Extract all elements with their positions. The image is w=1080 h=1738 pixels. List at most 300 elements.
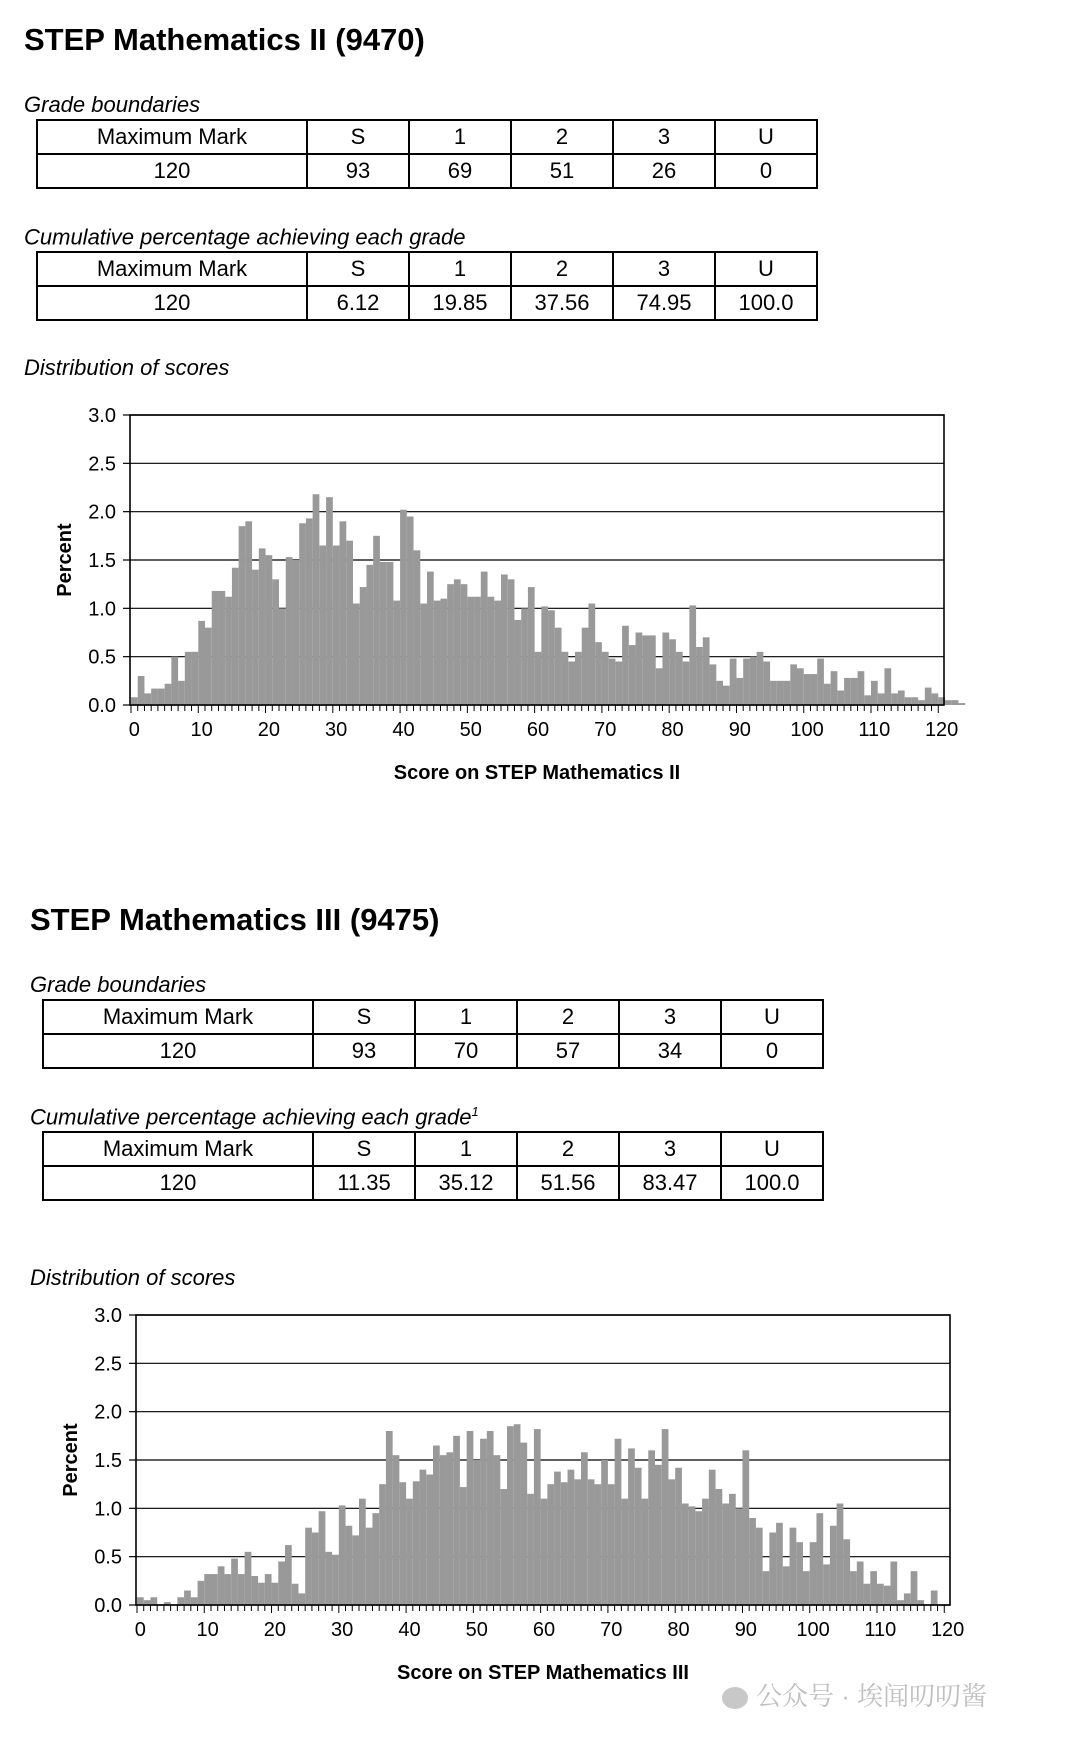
y-tick-label: 0.5	[94, 1546, 122, 1569]
table-cell: S	[307, 252, 409, 286]
histogram-bar	[870, 1571, 877, 1605]
table-cell: Maximum Mark	[37, 252, 307, 286]
histogram-bar	[251, 1576, 258, 1605]
histogram-bar	[952, 700, 959, 705]
histogram-bar	[272, 1583, 279, 1605]
histogram-bar	[299, 523, 306, 705]
histogram-bar	[945, 700, 952, 705]
x-tick-label: 80	[661, 719, 684, 741]
table-cell: 6.12	[307, 286, 409, 320]
histogram-bar	[568, 1470, 575, 1605]
score-distribution-chart	[40, 400, 1060, 840]
histogram-bar	[925, 688, 932, 705]
y-tick-label: 3.0	[94, 1305, 122, 1327]
histogram-bar	[722, 1504, 729, 1606]
x-tick-label: 30	[325, 719, 348, 741]
table-header-row	[43, 1132, 823, 1166]
histogram-bar	[890, 1562, 897, 1606]
histogram-bar	[494, 1455, 501, 1605]
histogram-bar	[891, 693, 898, 705]
table-cell: 120	[37, 286, 307, 320]
histogram-bar	[252, 570, 259, 705]
x-tick-label: 70	[600, 1619, 623, 1641]
table-cell: 0	[721, 1034, 823, 1068]
histogram-bar	[259, 548, 266, 705]
watermark-text: 公众号 · 埃闻叨叨酱	[756, 1681, 988, 1711]
histogram-bar	[406, 1499, 413, 1605]
histogram-bar	[326, 497, 333, 705]
x-tick-label: 60	[532, 1619, 556, 1641]
table-cell: S	[307, 120, 409, 154]
y-tick-label: 2.5	[88, 453, 116, 476]
histogram-bar	[662, 1429, 669, 1605]
table-cell: 83.47	[619, 1166, 721, 1200]
histogram-bar	[743, 659, 750, 705]
x-tick-label: 120	[930, 1619, 965, 1641]
histogram-bar	[816, 1513, 823, 1605]
x-tick-label: 90	[728, 719, 751, 741]
histogram-bar	[211, 1574, 218, 1605]
x-tick-label: 80	[667, 1619, 690, 1641]
histogram-bar	[413, 1481, 420, 1605]
table-cell: 93	[313, 1034, 415, 1068]
histogram-bar	[858, 671, 865, 705]
histogram-bar	[669, 639, 676, 705]
histogram-bar	[790, 664, 797, 705]
histogram-bar	[266, 555, 273, 705]
table-cell: U	[715, 120, 817, 154]
table-cell: 19.85	[409, 286, 511, 320]
histogram-bar	[473, 1460, 480, 1605]
histogram-bar	[710, 664, 717, 705]
histogram-bar	[655, 1465, 662, 1605]
histogram-bar	[346, 541, 353, 705]
histogram-bar	[804, 674, 811, 705]
table-header-row	[37, 252, 817, 286]
histogram-bar	[279, 608, 286, 705]
footnote-marker: 1	[471, 1104, 479, 1119]
histogram-bar	[131, 697, 138, 705]
table-cell: 1	[409, 120, 511, 154]
histogram-bar	[366, 565, 373, 705]
histogram-bar	[695, 1511, 702, 1605]
histogram-bar	[548, 610, 555, 705]
histogram-bar	[817, 659, 824, 705]
histogram-bar	[831, 671, 838, 705]
table-row	[37, 286, 817, 320]
cumulative-percentage-table	[42, 1131, 824, 1201]
histogram-bar	[649, 635, 656, 705]
x-tick-label: 60	[526, 719, 550, 741]
table-cell: 35.12	[415, 1166, 517, 1200]
histogram-bar	[575, 652, 582, 705]
histogram-bar	[911, 1571, 918, 1605]
section-title: STEP Mathematics II (9470)	[24, 22, 425, 57]
histogram-bar	[225, 597, 232, 705]
y-tick-label: 2.0	[94, 1401, 122, 1424]
table-cell: 2	[511, 120, 613, 154]
histogram-bar	[648, 1450, 655, 1605]
section-title: STEP Mathematics III (9475)	[30, 902, 440, 937]
histogram-bar	[414, 550, 421, 705]
histogram-bar	[837, 1504, 844, 1606]
histogram-bar	[353, 604, 360, 706]
histogram-bar	[454, 579, 461, 705]
histogram-bar	[628, 1448, 635, 1605]
histogram-bar	[629, 645, 636, 705]
table-cell: 51	[511, 154, 613, 188]
table-cell: 11.35	[313, 1166, 415, 1200]
histogram-bar	[474, 597, 481, 705]
histogram-bar	[864, 695, 871, 705]
histogram-bar	[481, 572, 488, 705]
histogram-bar	[527, 1494, 534, 1605]
histogram-bar	[769, 1533, 776, 1606]
histogram-bar	[360, 587, 367, 705]
histogram-bar	[407, 517, 414, 706]
caption-text: Cumulative percentage achieving each grade	[24, 224, 466, 250]
table-cell: 74.95	[613, 286, 715, 320]
histogram-bar	[171, 657, 178, 705]
x-axis-title: Score on STEP Mathematics III	[397, 1662, 689, 1684]
wechat-icon	[722, 1687, 748, 1709]
cumulative-percentage-caption	[30, 1104, 479, 1130]
table-cell: S	[313, 1132, 415, 1166]
histogram-bar	[668, 1479, 675, 1605]
x-tick-label: 0	[128, 719, 140, 741]
histogram-bar	[150, 1597, 157, 1605]
histogram-bar	[777, 681, 784, 705]
y-axis-title: Percent	[60, 1423, 82, 1497]
histogram-bar	[750, 657, 757, 705]
histogram-bar	[871, 681, 878, 705]
histogram-bar	[212, 591, 219, 705]
histogram-bar	[683, 662, 690, 706]
histogram-bar	[736, 1508, 743, 1605]
histogram-bar	[224, 1574, 231, 1605]
histogram-bar	[340, 521, 347, 705]
histogram-bar	[501, 575, 508, 706]
distribution-caption: Distribution of scores	[24, 355, 230, 380]
histogram-bar	[656, 668, 663, 705]
histogram-bar	[440, 599, 447, 705]
histogram-bar	[642, 635, 649, 705]
histogram-bar	[736, 678, 743, 705]
histogram-bar	[191, 1597, 198, 1605]
histogram-bar	[333, 546, 340, 706]
table-cell: 120	[43, 1166, 313, 1200]
histogram-bar	[547, 1484, 554, 1605]
histogram-bar	[346, 1526, 353, 1605]
histogram-bar	[844, 678, 851, 705]
histogram-bar	[763, 662, 770, 706]
histogram-bar	[884, 668, 891, 705]
histogram-bar	[843, 1539, 850, 1605]
histogram-bar	[352, 1535, 359, 1605]
histogram-bar	[756, 1528, 763, 1605]
histogram-bar	[440, 1455, 447, 1605]
histogram-bar	[434, 601, 441, 705]
x-axis-title: Score on STEP Mathematics II	[393, 762, 681, 784]
grade-boundaries-caption: Grade boundaries	[30, 972, 207, 997]
histogram-bar	[480, 1439, 487, 1605]
table-cell: Maximum Mark	[43, 1000, 313, 1034]
histogram-bar	[716, 681, 723, 705]
histogram-bar	[393, 1455, 400, 1605]
x-tick-label: 50	[459, 719, 482, 741]
histogram-bar	[427, 572, 434, 705]
histogram-bar	[830, 1526, 837, 1605]
table-cell: U	[715, 252, 817, 286]
table-header-row	[43, 1000, 823, 1034]
histogram-bar	[507, 1426, 514, 1605]
histogram-bar	[144, 693, 151, 705]
histogram-bar	[528, 587, 535, 705]
histogram-bar	[286, 557, 293, 705]
histogram-bar	[339, 1505, 346, 1605]
x-tick-label: 0	[134, 1619, 146, 1641]
histogram-bar	[460, 1487, 467, 1605]
histogram-bar	[305, 1528, 312, 1605]
histogram-bar	[386, 1431, 393, 1605]
histogram-bar	[904, 1593, 911, 1605]
histogram-bar	[319, 546, 326, 706]
table-cell: 26	[613, 154, 715, 188]
histogram-bar	[757, 652, 764, 705]
histogram-bar	[514, 620, 521, 705]
x-tick-label: 70	[594, 719, 617, 741]
histogram-bar	[158, 689, 165, 705]
histogram-bar	[177, 1597, 184, 1605]
table-cell: 100.0	[715, 286, 817, 320]
cumulative-percentage-caption	[24, 224, 466, 250]
histogram-bar	[313, 494, 320, 705]
histogram-bar	[312, 1533, 319, 1606]
histogram-bar	[325, 1552, 332, 1605]
x-tick-label: 10	[196, 1619, 219, 1641]
histogram-bar	[400, 510, 407, 705]
histogram-bar	[379, 1484, 386, 1605]
histogram-bar	[615, 662, 622, 706]
x-tick-label: 100	[790, 719, 824, 741]
histogram-bar	[776, 1523, 783, 1605]
table-cell: 3	[619, 1000, 721, 1034]
histogram-bar	[373, 536, 380, 705]
histogram-bar	[797, 668, 804, 705]
grade-boundaries-table	[36, 119, 818, 189]
y-axis-title: Percent	[54, 523, 76, 597]
histogram-bar	[675, 1468, 682, 1605]
histogram-bar	[796, 1542, 803, 1605]
histogram-bar	[488, 597, 495, 705]
y-tick-label: 1.5	[94, 1450, 122, 1472]
table-cell: 1	[409, 252, 511, 286]
histogram-bar	[770, 681, 777, 705]
x-tick-label: 50	[465, 1619, 488, 1641]
histogram-bar	[864, 1584, 871, 1605]
y-tick-label: 2.5	[94, 1353, 122, 1376]
histogram-bar	[447, 584, 454, 705]
y-tick-label: 0.5	[88, 646, 116, 669]
histogram-bar	[372, 1513, 379, 1605]
histogram-bar	[676, 652, 683, 705]
histogram-bar	[562, 652, 569, 705]
table-cell: 120	[37, 154, 307, 188]
histogram-bar	[165, 684, 172, 705]
histogram-bar	[905, 697, 912, 705]
histogram-bar	[218, 1566, 225, 1605]
x-tick-label: 120	[924, 719, 959, 741]
histogram-bar	[911, 697, 918, 705]
distribution-caption: Distribution of scores	[30, 1265, 236, 1290]
histogram-bar	[574, 1479, 581, 1605]
histogram-bar	[534, 1429, 541, 1605]
histogram-bar	[932, 693, 939, 705]
histogram-bar	[198, 1581, 205, 1605]
histogram-bar	[568, 662, 575, 706]
histogram-bar	[265, 1574, 272, 1605]
histogram-bar	[742, 1450, 749, 1605]
x-tick-label: 20	[263, 1619, 287, 1641]
histogram-bar	[204, 1574, 211, 1605]
histogram-bar	[541, 1499, 548, 1605]
histogram-bar	[278, 1562, 285, 1606]
histogram-bar	[635, 1468, 642, 1605]
histogram-bar	[682, 1504, 689, 1606]
table-cell: 3	[613, 252, 715, 286]
histogram-bar	[231, 1559, 238, 1605]
table-cell: 93	[307, 154, 409, 188]
histogram-bar	[703, 637, 710, 705]
table-header-row	[37, 120, 817, 154]
histogram-bar	[494, 601, 501, 705]
table-cell: 3	[619, 1132, 721, 1166]
histogram-bar	[729, 1494, 736, 1605]
histogram-bar	[306, 518, 313, 705]
caption-text: Cumulative percentage achieving each grade	[30, 1104, 472, 1130]
histogram-bar	[555, 628, 562, 705]
histogram-bar	[467, 597, 474, 705]
histogram-bar	[689, 605, 696, 705]
histogram-bar	[138, 676, 145, 705]
histogram-bar	[581, 1452, 588, 1605]
histogram-bar	[218, 591, 225, 705]
table-cell: Maximum Mark	[43, 1132, 313, 1166]
histogram-bar	[285, 1545, 292, 1605]
histogram-bar	[258, 1583, 265, 1605]
histogram-bar	[595, 642, 602, 705]
histogram-bar	[877, 1584, 884, 1605]
histogram-bar	[446, 1452, 453, 1605]
table-cell: 1	[415, 1000, 517, 1034]
x-tick-label: 110	[864, 1619, 897, 1641]
histogram-bar	[931, 1591, 938, 1606]
histogram-bar	[332, 1555, 339, 1605]
histogram-bar	[514, 1424, 521, 1605]
x-tick-label: 110	[858, 719, 891, 741]
histogram-bar	[601, 1460, 608, 1605]
histogram-bar	[689, 1506, 696, 1605]
histogram-bar	[790, 1528, 797, 1605]
y-tick-label: 3.0	[88, 405, 116, 427]
table-cell: 34	[619, 1034, 721, 1068]
histogram-bar	[588, 604, 595, 706]
table-cell: 120	[43, 1034, 313, 1068]
histogram-bar	[292, 560, 299, 705]
y-tick-label: 2.0	[88, 501, 116, 524]
histogram-bar	[426, 1475, 433, 1606]
x-tick-label: 40	[398, 1619, 421, 1641]
histogram-bar	[245, 1552, 252, 1605]
histogram-bar	[696, 647, 703, 705]
table-cell: 2	[511, 252, 613, 286]
histogram-bar	[810, 674, 817, 705]
histogram-bar	[520, 1443, 527, 1605]
table-row	[43, 1034, 823, 1068]
table-cell: 1	[415, 1132, 517, 1166]
histogram-bar	[884, 1586, 891, 1605]
histogram-bar	[467, 1431, 474, 1605]
table-cell: 100.0	[721, 1166, 823, 1200]
histogram-bar	[784, 681, 791, 705]
histogram-bar	[898, 691, 905, 706]
y-tick-label: 0.0	[94, 1595, 122, 1617]
table-cell: 69	[409, 154, 511, 188]
table-cell: 57	[517, 1034, 619, 1068]
histogram-bar	[239, 526, 246, 705]
grade-boundaries-caption: Grade boundaries	[24, 92, 201, 117]
histogram-bar	[615, 1439, 622, 1605]
histogram-bar	[137, 1597, 144, 1605]
table-cell: 3	[613, 120, 715, 154]
histogram-bar	[380, 562, 387, 705]
histogram-bar	[366, 1528, 373, 1605]
histogram-bar	[716, 1489, 723, 1605]
histogram-bar	[763, 1571, 770, 1605]
histogram-bar	[851, 678, 858, 705]
table-cell: 70	[415, 1034, 517, 1068]
histogram-bar	[702, 1499, 709, 1605]
histogram-bar	[453, 1436, 460, 1605]
histogram-bar	[594, 1484, 601, 1605]
histogram-bar	[393, 601, 400, 705]
histogram-bar	[803, 1571, 810, 1605]
histogram-bar	[508, 579, 515, 705]
histogram-bar	[554, 1472, 561, 1605]
table-cell: Maximum Mark	[37, 120, 307, 154]
histogram-bar	[151, 689, 158, 705]
table-cell: S	[313, 1000, 415, 1034]
x-tick-label: 90	[734, 1619, 757, 1641]
histogram-bar	[433, 1446, 440, 1606]
cumulative-percentage-table	[36, 251, 818, 321]
histogram-bar	[709, 1470, 716, 1605]
histogram-bar	[642, 1499, 649, 1605]
histogram-bar	[245, 521, 252, 705]
x-tick-label: 10	[190, 719, 213, 741]
histogram-bar	[602, 652, 609, 705]
histogram-bar	[232, 568, 239, 705]
histogram-bar	[205, 628, 212, 705]
histogram-bar	[824, 684, 831, 705]
x-tick-label: 30	[331, 1619, 354, 1641]
histogram-bar	[487, 1431, 494, 1605]
x-tick-label: 40	[392, 719, 415, 741]
y-tick-label: 1.5	[88, 550, 116, 572]
histogram-bar	[198, 621, 205, 705]
histogram-bar	[238, 1574, 245, 1605]
histogram-bar	[500, 1489, 507, 1605]
